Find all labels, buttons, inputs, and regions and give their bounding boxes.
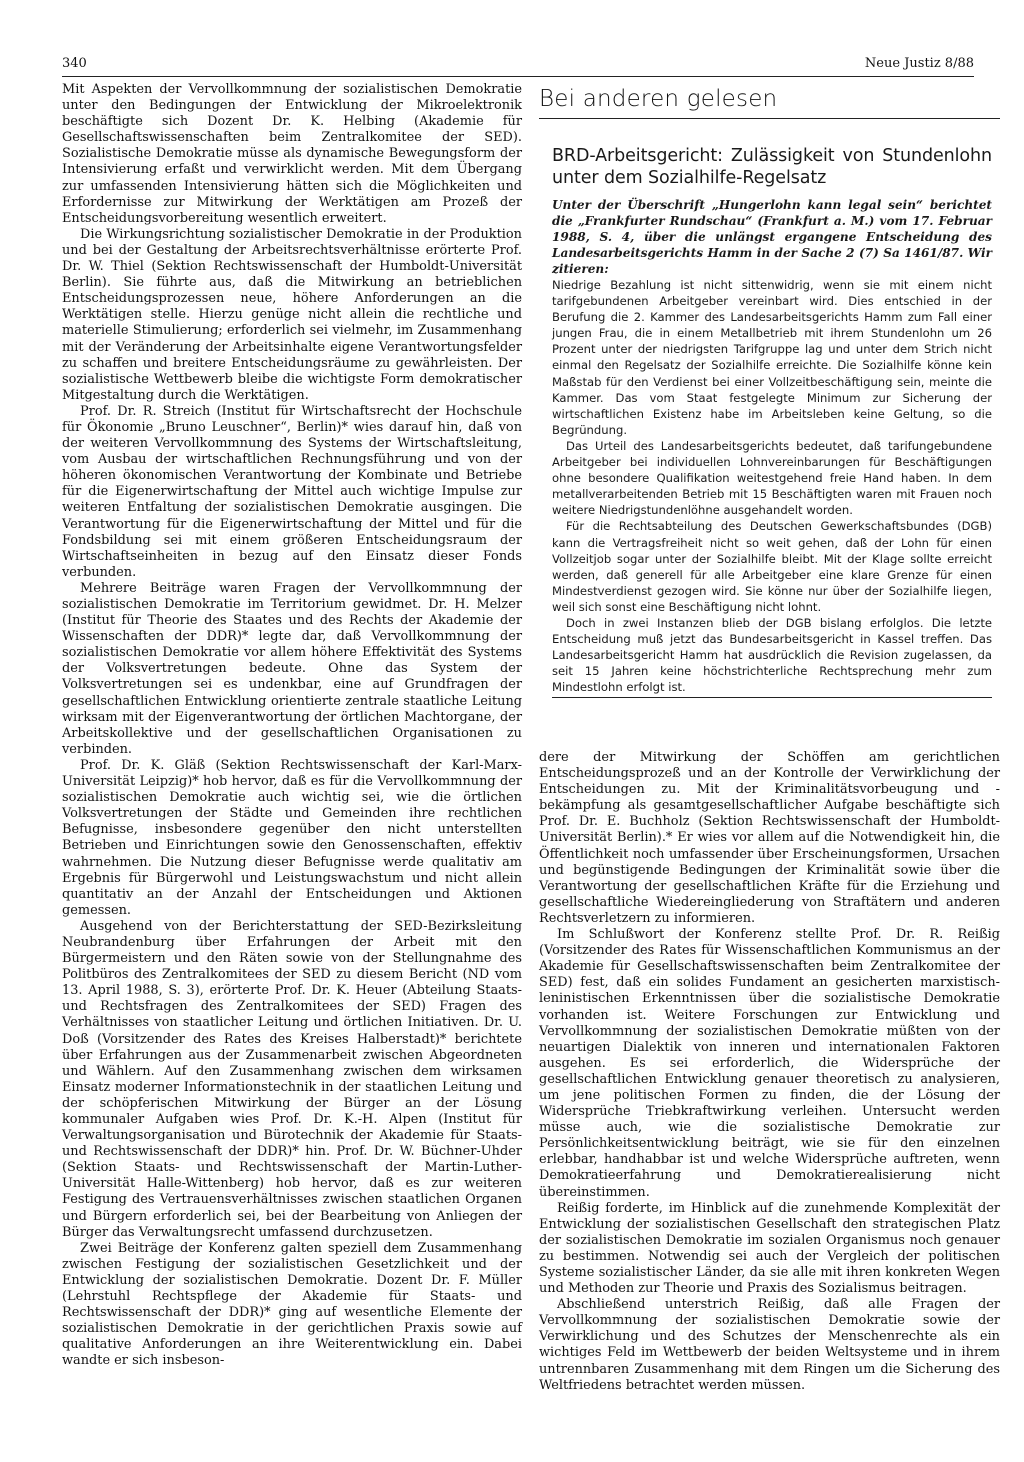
paragraph: Ausgehend von der Berichterstattung der SED-Bezirksleitung Neubrandenburg über Erfahrungen der Arbeit mit den Bürgermeistern und den Räten sowie von der Stellungnahme des Politbüros des Zentralkomitees der SED zu diesem Bericht (ND vom 13. April 1988, S. 3), erörterte Prof. Dr. K. Heuer (Abteilung Staats- und Rechtsfragen des Zentralkomitees der SED) Fragen des Verhältnisses von staatlicher Leitung und örtlichen Initiativen. Dr. U. Doß (Vorsitzender des Rates des Kreises Halberstadt)* berichtete über Erfahrungen aus der Zusammenarbeit zwischen Abgeordneten und Wählern. Auf den Zusammenhang zwischen dem wirksamen Einsatz moderner Informationstechnik in der staatlichen Leitung und der schöpferischen Mitwirkung der Bürger an der Lösung kommunaler Aufgaben wies Prof. Dr. K.-H. Alpen (Institut für Verwaltungsorganisation und Bürotechnik der Akademie für Staats- und Rechtswissenschaft der DDR)* hin. Prof. Dr. W. Büchner-Uhder (Sektion Staats- und Rechtswissenschaft der Martin-Luther-Universität Halle-Wittenberg) hob hervor, daß es zur weiteren Festigung des Vertrauensverhältnisses zwischen staatlichen Organen und Bürgern erforderlich sei, bei der Bearbeitung von Anliegen der Bürger das Verwaltungsrecht umfassend durchzusetzen. (62, 918, 522, 1240)
quoted-paragraph: Für die Rechtsabteilung des Deutschen Gewerkschaftsbundes (DGB) kann die Vertragsfreiheit nicht so weit gehen, daß der Lohn für einen Vollzeitjob sogar unter der Sozialhilfe bleibt. Mit der Klage sollte erreicht werden, daß generell für alle Arbeitgeber eine klare Grenze für einen Mindestverdienst gezogen wird. Sie könne nur über der Sozialhilfe liegen, weil sich sonst eine Beschäftigung nicht lohnt. (552, 519, 992, 614)
page-header (62, 56, 974, 77)
paragraph: Mehrere Beiträge waren Fragen der Vervollkommnung der sozialistischen Demokratie im Territorium gewidmet. Dr. H. Melzer (Institut für Theorie des Staates und des Rechts der Akademie der Wissenschaften der DDR)* legte dar, daß Vervollkommnung der sozialistischen Demokratie vor allem höhere Effektivität des Systems der Volksvertretungen bedeute. Ohne das System der Volksvertretungen sei es undenkbar, eine auf Grundfragen der gesellschaftlichen Entwicklung orientierte zentrale staatliche Leitung wirksam mit der Eigenverantwortung der örtlichen Machtorgane, der Arbeitskollektive und der gesellschaftlichen Organisationen zu verbinden. (62, 580, 522, 757)
box-divider (552, 697, 992, 698)
article-headline: BRD-Arbeitsgericht: Zulässigkeit von Stundenlohn unter dem Sozialhilfe-Regelsatz (552, 146, 992, 188)
paragraph: Im Schlußwort der Konferenz stellte Prof. Dr. R. Reißig (Vorsitzender des Rates für Wissenschaftlichen Kommunismus an der Akademie für Gesellschaftswissenschaften beim Zentralkomitee der SED) fest, daß ein solides Fundament an gesicherten marxistisch-leninistischen Erkenntnissen über die sozialistische Demokratie vorhanden ist. Weitere Forschungen zur Entwicklung und Vervollkommnung der sozialistischen Demokratie müßten von der neuartigen Dialektik von inneren und internationalen Faktoren ausgehen. Es sei erforderlich, die Widersprüche der gesellschaftlichen Entwicklung genauer theoretisch zu analysieren, um jene politischen Formen zu finden, die der Lösung der Widersprüche Triebkraftwirkung verleihen. Untersucht werden müsse auch, wie die sozialistische Demokratie zur Persönlichkeitsentwicklung beiträgt, wie sie für den einzelnen erlebbar, handhabbar ist und welche Widersprüche auftreten, wenn Demokratieerfahrung und Demokratierealisierung nicht übereinstimmen. (539, 927, 1000, 1200)
paragraph: Reißig forderte, im Hinblick auf die zunehmende Komplexität der Entwicklung der sozialistischen Gesellschaft den strategischen Platz der sozialistischen Demokratie im sozialen Organismus noch genauer zu bestimmen. Notwendig sei auch der Vergleich der politischen Systeme sozialistischer Länder, da sie alle mit ihren konkreten Wegen und Methoden zur Theorie und Praxis des Sozialismus beitragen. (539, 1200, 1000, 1297)
journal-issue: Neue Justiz 8/88 (864, 56, 974, 71)
left-column (62, 82, 522, 1370)
paragraph: Abschließend unterstrich Reißig, daß alle Fragen der Vervollkommnung der sozialistischen Demokratie sowie der Verwirklichung und des Schutzes der Menschenrechte als ein wichtiges Feld im Wettbewerb der beiden Weltsysteme und in ihrem untrennbaren Zusammenhang mit dem Ringen um die Sicherung des Weltfriedens betrachtet werden müssen. (539, 1297, 1000, 1393)
section-title: Bei anderen gelesen (539, 86, 1000, 119)
quoted-article-box (552, 135, 992, 698)
right-column (539, 750, 1000, 1394)
quoted-paragraph: Das Urteil des Landesarbeitsgerichts bedeutet, daß tarifungebundene Arbeitgeber bei individuellen Lohnvereinbarungen für Beschäftigungen ohne besondere Qualifikation weitestgehend freie Hand haben. In dem metallverarbeitenden Betrieb mit 15 Beschäftigten waren mit Frauen noch weitere Niedrigstundenlöhne ausgehandelt worden. (552, 438, 992, 518)
page-number: 340 (62, 56, 87, 71)
paragraph: dere der Mitwirkung der Schöffen am gerichtlichen Entscheidungsprozeß und an der Kontrolle der Verwirklichung der Entscheidungen zu. Mit der Kriminalitätsvorbeugung und -bekämpfung als gesamtgesellschaftlicher Aufgabe beschäftigte sich Prof. Dr. E. Buchholz (Sektion Rechtswissenschaft der Humboldt-Universität Berlin).* Er wies vor allem auf die Notwendigkeit hin, die Öffentlichkeit noch umfassender über Erscheinungsformen, Ursachen und begünstigende Bedingungen der Kriminalität sowie über die Verantwortung der gesellschaftlichen Kräfte für die Erziehung und gesellschaftliche Wiedereingliederung von Straftätern und anderen Rechtsverletzern zu informieren. (539, 750, 1000, 926)
paragraph: Die Wirkungsrichtung sozialistischer Demokratie in der Produktion und bei der Gestaltung der Arbeitsrechtsverhältnisse erörterte Prof. Dr. W. Thiel (Sektion Rechtswissenschaft der Humboldt-Universität Berlin). Sie führte aus, daß die Mitwirkung an betrieblichen Entscheidungsprozessen neue, höhere Anforderungen an die Werktätigen stelle. Hierzu genüge nicht allein die rechtliche und materielle Stimulierung; erforderlich sei vielmehr, im Zusammenhang mit der Veränderung der Arbeitsinhalte eigene Verantwortungsfelder zu schaffen und breitere Entscheidungsräume zu gewährleisten. Der sozialistische Wettbewerb bleibe die wichtigste Form demokratischer Mitgestaltung durch die Werktätigen. (62, 226, 522, 403)
quoted-paragraph: Niedrige Bezahlung ist nicht sittenwidrig, wenn sie mit einem nicht tarifgebundenen Arbeitgeber vereinbart wird. Dies entschied in der Berufung die 2. Kammer des Landesarbeitsgerichts Hamm zum Fall einer jungen Frau, die in einem Metallbetrieb mit ihrem Stundenlohn um 26 Prozent unter der niedrigsten Tarifgruppe lag und unter dem Strich nicht einmal den Regelsatz der Sozialhilfe erreichte. Die Sozialhilfe könne kein Maßstab für den Verdienst bei einer Vollzeitbeschäftigung sein, meinte die Kammer. Das vom Staat festgelegte Minimum zur Sicherung der wirtschaftlichen Existenz habe im Arbeitsleben keine Geltung, so die Begründung. (552, 278, 992, 437)
paragraph: Prof. Dr. K. Gläß (Sektion Rechtswissenschaft der Karl-Marx-Universität Leipzig)* hob hervor, daß es für die Vervollkommnung der sozialistischen Demokratie auch wichtig sei, wie die örtlichen Volksvertretungen der Städte und Gemeinden ihre rechtlichen Befugnisse, insbesondere gegenüber den nicht unterstellten Betrieben und Einrichtungen sowie den Genossenschaften, effektiv wahrnehmen. Die Nutzung dieser Befugnisse werde qualitativ am Ergebnis für Bürgerwohl und Leistungswachstum und nicht allein quantitativ an der Anzahl der Entscheidungen und Aktionen gemessen. (62, 757, 522, 918)
paragraph: Zwei Beiträge der Konferenz galten speziell dem Zusammenhang zwischen Festigung der sozialistischen Gesetzlichkeit und der Entwicklung der sozialistischen Demokratie. Dozent Dr. F. Müller (Lehrstuhl Rechtspflege der Akademie für Staats- und Rechtswissenschaft der DDR)* ging auf wesentliche Elemente der sozialistischen Demokratie in der gerichtlichen Praxis sowie auf qualitative Anforderungen an ihre Weiterentwicklung ein. Dabei wandte er sich insbeson- (62, 1240, 522, 1369)
article-intro: Unter der Überschrift „Hungerlohn kann legal sein“ berichtet die „Frankfurter Rundschau“ (Frankfurt a. M.) vom 17. Februar 1988, S. 4, über die unlängst ergangene Entscheidung des Landesarbeitsgerichts Hamm in der Sache 2 (7) Sa 1461/87. Wir zitieren: (552, 198, 992, 276)
paragraph: Mit Aspekten der Vervollkommnung der sozialistischen Demokratie unter den Bedingungen der Entwicklung der Mikroelektronik beschäftigte sich Dozent Dr. K. Helbing (Akademie für Gesellschaftswissenschaften beim Zentralkomitee der SED). Sozialistische Demokratie müsse als dynamische Bewegungsform der Intensivierung erfaßt und verwirklicht werden. Mit dem Übergang zur umfassenden Intensivierung hätten sich die Möglichkeiten und Erfordernisse zur Mitwirkung der Werktätigen am Prozeß der Entscheidungsvorbereitung wesentlich erweitert. (62, 82, 522, 226)
paragraph: Prof. Dr. R. Streich (Institut für Wirtschaftsrecht der Hochschule für Ökonomie „Bruno Leuschner“, Berlin)* wies darauf hin, daß von der weiteren Vervollkommnung des Systems der Wirtschaftsleitung, vom Ausbau der wirtschaftlichen Rechnungsführung und von der höheren ökonomischen Verantwortung der Kombinate und Betriebe für die Eigenerwirtschaftung der Mittel auch wichtige Impulse zur weiteren Entfaltung der sozialistischen Demokratie ausgingen. Die Verantwortung für die Eigenerwirtschaftung der Mittel und für die Fondsbildung sei mit einem größeren Entscheidungsraum der Wirtschaftseinheiten in bezug auf den Einsatz dieser Fonds verbunden. (62, 403, 522, 580)
quoted-paragraph: Doch in zwei Instanzen blieb der DGB bislang erfolglos. Die letzte Entscheidung muß jetzt das Bundesarbeitsgericht in Kassel treffen. Das Landesarbeitsgericht Hamm hat ausdrücklich die Revision zugelassen, da seit 15 Jahren keine höchstrichterliche Rechtsprechung mehr zum Mindestlohn erfolgt ist. (552, 615, 992, 695)
